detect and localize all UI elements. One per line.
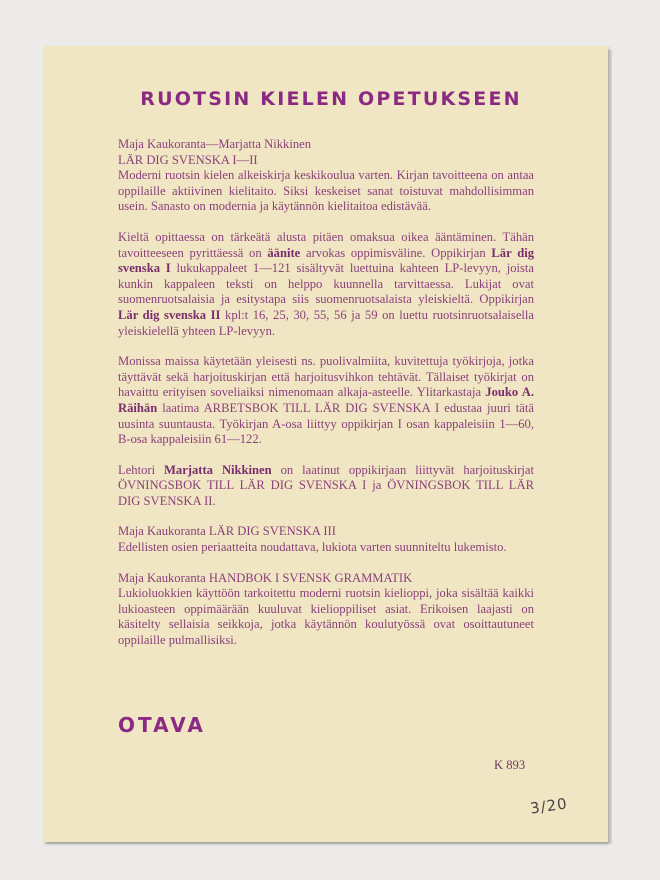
- bold-author-nikkinen: Marjatta Nikkinen: [164, 462, 272, 477]
- book-title-grammar: Maja Kaukoranta HANDBOK I SVENSK GRAMMATIK: [118, 570, 413, 585]
- book-title-1: LÄR DIG SVENSKA I—II: [118, 152, 258, 167]
- book-title-3: Maja Kaukoranta LÄR DIG SVENSKA III: [118, 524, 336, 539]
- description-grammar: Lukioluokkien käyttöön tarkoitettu moderni ruotsin kielioppi, joka sisältää kaikki lukioasteen oppimäärään kuuluvat kielioppiliset asiat. Erikoisen laajasti on käsitelty sellaisia seikkoja, jotka käytännön koulutyössä ovat osoittautuneet oppilaille pulmallisiksi.: [118, 586, 534, 648]
- paragraph-workbooks: Monissa maissa käytetään yleisesti ns. puolivalmiita, kuvitettuja työkirjoja, jotka täyttävät sekä harjoituskirjan että harjoitusvihkon tehtävät. Tällaiset työkirjat on havaittu erityisen soveliaiksi nimenomaan alkaja-asteelle. Ylitarkastaja Jouko A. Räihän laatima ARBETSBOK TILL LÄR DIG SVENSKA I edustaa juuri tätä uusinta suuntausta. Työkirjan A-osa liittyy oppikirjan I osan kappaleisiin 1—60, B-osa kappaleisiin 61—122.: [118, 354, 534, 447]
- publisher-logo: OTAVA: [118, 713, 206, 737]
- cover-text: [118, 137, 534, 649]
- bold-aanite: äänite: [267, 245, 301, 260]
- description-1: Moderni ruotsin kielen alkeiskirja keskikoulua varten. Kirjan tavoitteena on antaa oppilaille aktiivinen kielitaito. Siksi keskeiset sanat toistuvat mahdollisimman usein. Sanasto on modernia ja käytännön kielitaitoa edistävää.: [118, 168, 534, 214]
- bold-author-raiha: Jouko A. Räihän: [118, 385, 534, 415]
- bold-lar-dig-svenska-2: Lär dig svenska II: [118, 307, 221, 322]
- description-3: Edellisten osien periaatteita noudattava, lukiota varten suunniteltu lukemisto.: [118, 540, 507, 555]
- bold-lar-dig-svenska-1: Lär dig svenska I: [118, 245, 534, 276]
- cover-heading: RUOTSIN KIELEN OPETUKSEEN: [140, 88, 522, 110]
- author-line-1: Maja Kaukoranta—Marjatta Nikkinen: [118, 137, 312, 151]
- handwritten-price-note: 3/20: [528, 794, 569, 818]
- paragraph-pronunciation: Kieltä opittaessa on tärkeätä alusta pitäen omaksua oikea ääntäminen. Tähän tavoitteeseen pyrittäessä on äänite arvokas oppimisväline. Oppikirjan Lär dig svenska I lukukappaleet 1—121 sisältyvät luettuina kahteen LP-levyyn, joista kunkin kappaleen teksti on helppo kuunnella tarvittaessa. Lukijat ovat suomenruotsalaisia ja esitystapa siis suomenruotsalaista yleiskieltä. Oppikirjan Lär dig svenska II kpl:t 16, 25, 30, 55, 56 ja 59 on luettu ruotsinruotsalaisella yleiskielellä yhteen LP-levyyn.: [118, 229, 534, 338]
- paragraph-exercise-books: Lehtori Marjatta Nikkinen on laatinut oppikirjaan liittyvät harjoituskirjat ÖVNINGSBOK TILL LÄR DIG SVENSKA I ja ÖVNINGSBOK TILL LÄR DIG SVENSKA II.: [118, 462, 534, 508]
- product-code: K 893: [494, 758, 526, 772]
